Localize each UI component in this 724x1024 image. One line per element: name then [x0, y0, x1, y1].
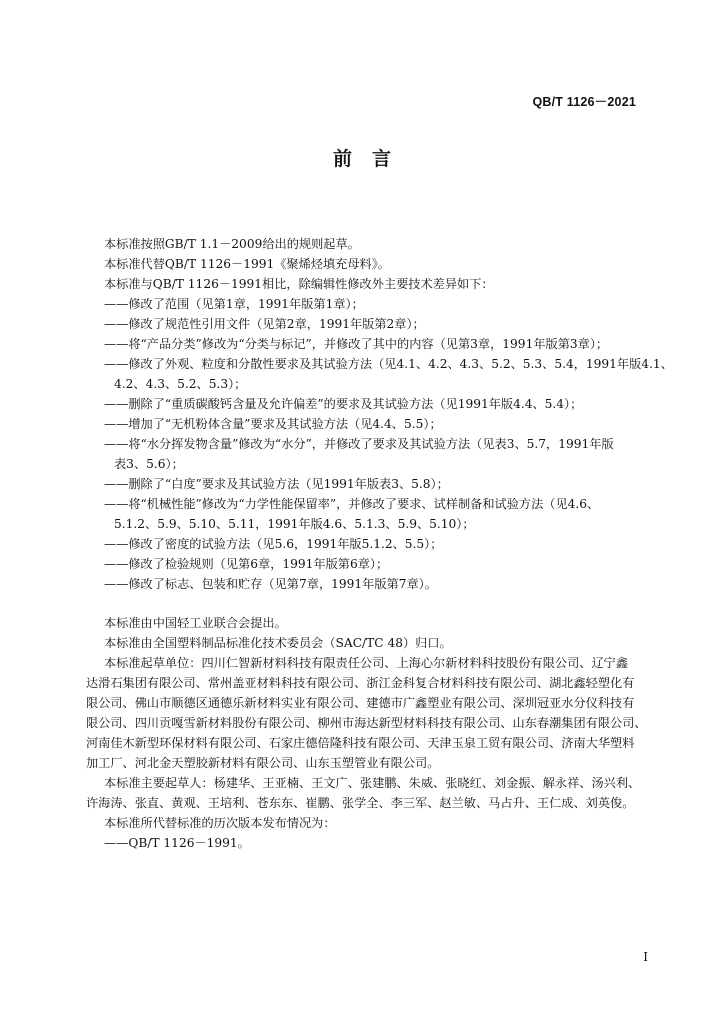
drafting-units-line: 加工厂、河北金天塑胶新材料有限公司、山东玉塑管业有限公司。	[86, 756, 440, 770]
change-item: ——修改了范围（见第1章，1991年版第1章）；	[104, 297, 364, 311]
preamble-line: 本标准代替QB/T 1126－1991《聚烯烃填充母料》。	[104, 257, 390, 271]
change-item: ——将“产品分类”修改为“分类与标记”，并修改了其中的内容（见第3章，1991年版第3章）；	[104, 337, 609, 351]
change-item: ——删除了“白度”要求及其试验方法（见1991年版表3、5.8）；	[104, 477, 449, 491]
change-item: ——修改了检验规则（见第6章，1991年版第6章）；	[104, 557, 389, 571]
change-item: ——修改了外观、粒度和分散性要求及其试验方法（见4.1、4.2、4.3、5.2、5.3、5.4，1991年版4.1、	[104, 357, 673, 371]
change-item-continued: 5.1.2、5.9、5.10、5.11，1991年版4.6、5.1.3、5.9、5.10）；	[114, 517, 475, 531]
change-item: ——删除了“重质碳酸钙含量及允许偏差”的要求及其试验方法（见1991年版4.4、5.4）；	[104, 397, 583, 411]
history-heading: 本标准所代替标准的历次版本发布情况为：	[104, 816, 336, 830]
history-item: ——QB/T 1126－1991。	[104, 836, 250, 850]
preamble-line: 本标准与QB/T 1126－1991相比，除编辑性修改外主要技术差异如下：	[104, 277, 494, 291]
change-item-continued: 4.2、4.3、5.2、5.3）；	[114, 377, 247, 391]
drafting-units-line: 限公司、佛山市顺德区通德乐新材料实业有限公司、建德市广鑫塑业有限公司、深圳冠亚水分仪科技有	[86, 696, 635, 710]
proposer-line: 本标准由中国轻工业联合会提出。	[104, 616, 287, 630]
drafting-units-line: 河南佳木新型环保材料有限公司、石家庄德倍隆科技有限公司、天津玉泉工贸有限公司、济南大华塑料	[86, 736, 635, 750]
change-item-continued: 表3、5.6）；	[114, 457, 184, 471]
page-number: I	[643, 950, 648, 964]
drafting-units-line: 达滑石集团有限公司、常州盖亚材料科技有限公司、浙江金科复合材料科技有限公司、湖北鑫轻塑化有	[86, 676, 635, 690]
page-title: 前言	[332, 148, 411, 170]
drafting-units-line: 限公司、四川贡嘎雪新材料股份有限公司、柳州市海达新型材料科技有限公司、山东春潮集团有限公司、	[86, 716, 647, 730]
change-item: ——修改了规范性引用文件（见第2章，1991年版第2章）；	[104, 317, 425, 331]
committee-line: 本标准由全国塑料制品标准化技术委员会（SAC/TC 48）归口。	[104, 636, 452, 650]
drafting-units-line: 本标准起草单位：四川仁智新材料科技有限责任公司、上海心尔新材料科技股份有限公司、辽宁鑫	[104, 656, 629, 670]
preamble-line: 本标准按照GB/T 1.1－2009给出的规则起草。	[104, 237, 360, 251]
change-item: ——修改了密度的试验方法（见5.6，1991年版5.1.2、5.5）；	[104, 537, 443, 551]
drafters-line: 本标准主要起草人：杨建华、王亚楠、王文广、张建鹏、朱威、张晓红、刘金振、解永祥、汤兴利、	[104, 776, 641, 790]
change-item: ——修改了标志、包装和贮存（见第7章，1991年版第7章）。	[104, 577, 437, 591]
change-item: ——增加了“无机粉体含量”要求及其试验方法（见4.4、5.5）；	[104, 417, 442, 431]
change-item: ——将“水分挥发物含量”修改为“水分”，并修改了要求及其试验方法（见表3、5.7，1991年版	[104, 437, 614, 451]
standard-code: QB/T 1126－2021	[532, 95, 636, 109]
change-item: ——将“机械性能”修改为“力学性能保留率”，并修改了要求、试样制备和试验方法（见4.6、	[104, 497, 600, 511]
drafters-line: 许海涛、张直、黄观、王培利、苍东东、崔鹏、张学全、李三军、赵兰敏、马占升、王仁成、刘英俊。	[86, 796, 635, 810]
